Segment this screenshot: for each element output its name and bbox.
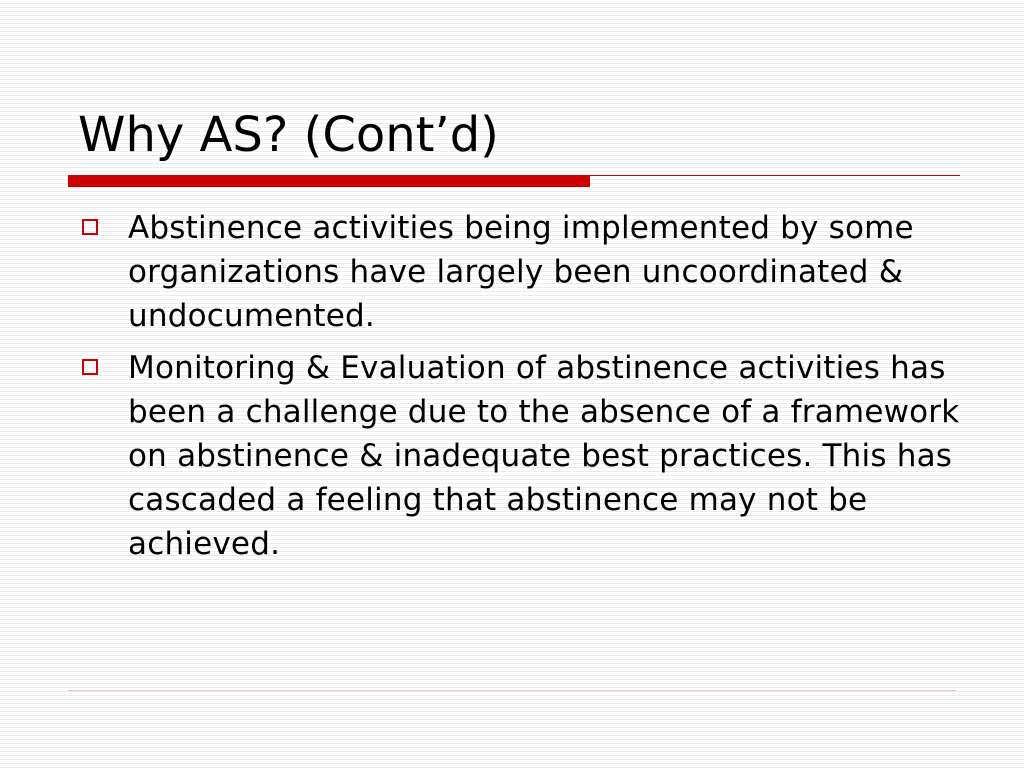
footer-divider	[68, 690, 956, 691]
hollow-square-bullet-icon	[82, 219, 98, 235]
bullet-text: Abstinence activities being implemented by some organizations have largely been uncoordinated & undocumented.	[128, 210, 914, 334]
bullet-list	[80, 206, 960, 574]
title-underline-thin	[590, 175, 960, 176]
bullet-text: Monitoring & Evaluation of abstinence activities has been a challenge due to the absence of a framework on abstinence & inadequate best practices. This has cascaded a feeling that abstinence may not be achieved.	[128, 350, 960, 562]
title-underline-thick	[68, 175, 590, 187]
slide-title: Why AS? (Cont’d)	[78, 107, 499, 163]
bullet-item	[80, 206, 960, 338]
bullet-item	[80, 346, 960, 566]
hollow-square-bullet-icon	[82, 359, 98, 375]
